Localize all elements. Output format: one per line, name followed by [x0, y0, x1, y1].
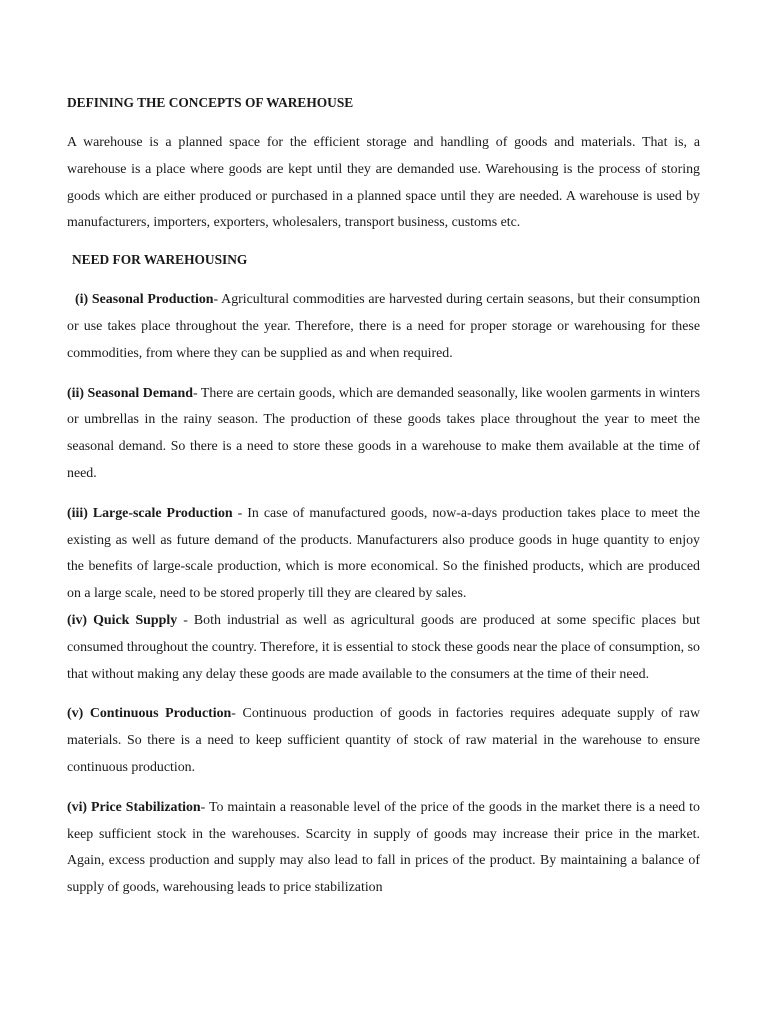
need-item-text: - In case of manufactured goods, now-a-days production takes place to meet the existing as well as future demand of the products. Manufacturers also produce goods in huge quantity to enjoy the benefits of large-scale production, which is more economical. So the finished products, which are produced on a large scale, need to be stored properly till they are cleared by sales. — [67, 505, 700, 602]
need-item-title: (iii) Large-scale Production — [67, 505, 233, 521]
need-item-price-stabilization — [67, 795, 700, 902]
need-item-title: (ii) Seasonal Demand — [67, 385, 193, 401]
heading-need-for-warehousing: NEED FOR WAREHOUSING — [72, 252, 248, 268]
need-item-title: (iv) Quick Supply — [67, 612, 178, 628]
heading-defining-concepts: DEFINING THE CONCEPTS OF WAREHOUSE — [67, 95, 354, 110]
need-item-seasonal-production — [67, 287, 700, 367]
need-item-title: (v) Continuous Production — [67, 706, 232, 722]
need-item-title: (vi) Price Stabilization — [67, 799, 201, 815]
need-item-quick-supply — [67, 608, 700, 688]
need-item-text: - Agricultural commodities are harvested during certain seasons, but their consumption or use takes place throughout the year. Therefore, there is a need for proper storage or warehousing for these commodities, from where they can be supplied as and when required. — [67, 292, 701, 361]
document-page — [67, 93, 700, 915]
need-item-seasonal-demand — [67, 381, 700, 488]
need-item-text: - Both industrial as well as agricultural goods are produced at some specific places but consumed throughout the country. Therefore, it is essential to stock these goods near the place of consumption, so that without making any delay these goods are made available to the consumers at the time of their need. — [67, 612, 700, 682]
need-item-text: - To maintain a reasonable level of the price of the goods in the market there is a need to keep sufficient stock in the warehouses. Scarcity in supply of goods may increase their price in the market. Again, excess production and supply may also lead to fall in prices of the product. By maintaining a balance of supply of goods, warehousing leads to price stabilization — [67, 799, 700, 896]
need-item-continuous-production — [67, 701, 700, 781]
intro-paragraph: A warehouse is a planned space for the efficient storage and handling of goods and materials. That is, a warehouse is a place where goods are kept until they are demanded use. Warehousing is the process of storing goods which are either produced or purchased in a planned space until they are needed. A warehouse is used by manufacturers, importers, exporters, wholesalers, transport business, customs etc. — [67, 135, 700, 231]
need-item-large-scale-production — [67, 501, 700, 608]
need-item-text: - Continuous production of goods in factories requires adequate supply of raw materials. So there is a need to keep sufficient quantity of stock of raw material in the warehouse to ensure continuous production. — [67, 706, 700, 775]
need-item-title: (i) Seasonal Production — [75, 292, 214, 308]
need-item-text: - There are certain goods, which are demanded seasonally, like woolen garments in winters or umbrellas in the rainy season. The production of these goods takes place throughout the year to meet the seasonal demand. So there is a need to store these goods in a warehouse to make them available at the time of need. — [67, 385, 700, 481]
